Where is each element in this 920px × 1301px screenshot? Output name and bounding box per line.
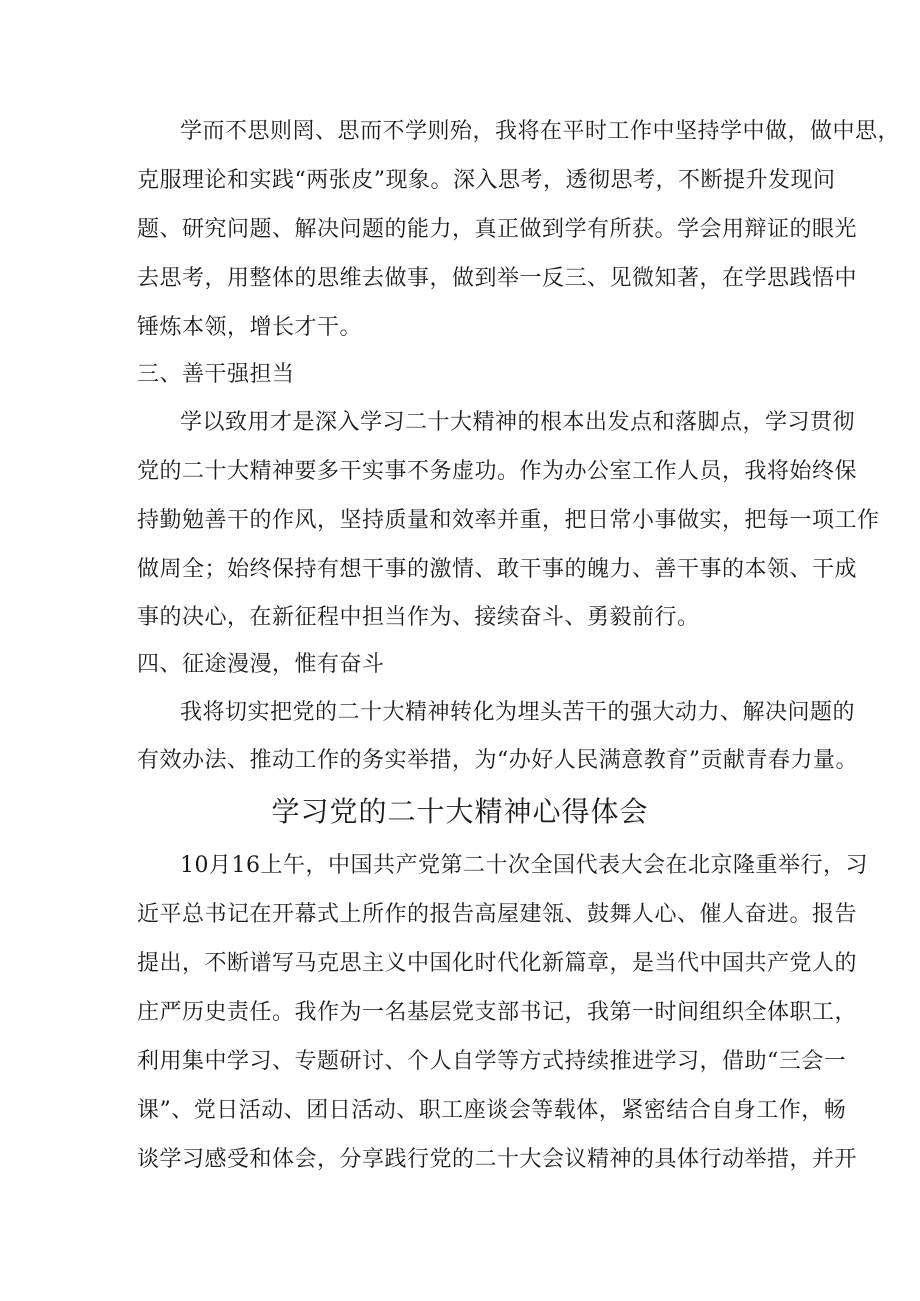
text-line: 学以致用才是深入学习二十大精神的根本出发点和落脚点，学习贯彻 (180, 410, 856, 435)
text-line: 学而不思则罔、思而不学则殆，我将在平时工作中坚持学中做，做中思， (180, 119, 901, 144)
text-line: 做周全；始终保持有想干事的激情、敢干事的魄力、善干事的本领、干成 (137, 557, 858, 582)
text-line: 谈学习感受和体会，分享践行党的二十大会议精神的具体行动举措，并开 (137, 1147, 858, 1172)
text-line: 事的决心，在新征程中担当作为、接续奋斗、勇毅前行。 (137, 605, 700, 630)
document-title: 学习党的二十大精神心得体会 (271, 795, 649, 828)
text-line: 我将切实把党的二十大精神转化为埋头苦干的强大动力、解决问题的 (180, 700, 856, 725)
text-line: 去思考，用整体的思维去做事，做到举一反三、见微知著，在学思践悟中 (137, 266, 858, 291)
text-line: 有效办法、推动工作的务实举措，为“办好人民满意教育”贡献青春力量。 (137, 748, 858, 773)
section-heading-3: 三、善干强担当 (137, 362, 295, 387)
section-heading-4: 四、征途漫漫，惟有奋斗 (137, 652, 385, 677)
text-line: 10月16上午，中国共产党第二十次全国代表大会在北京隆重举行，习 (180, 853, 868, 878)
text-line: 党的二十大精神要多干实事不务虚功。作为办公室工作人员，我将始终保 (137, 459, 858, 484)
text-line: 利用集中学习、专题研讨、个人自学等方式持续推进学习，借助“三会一 (137, 1049, 847, 1074)
text-line: 克服理论和实践“两张皮”现象。深入思考，透彻思考，不断提升发现问 (137, 168, 836, 193)
text-line: 庄严历史责任。我作为一名基层党支部书记，我第一时间组织全体职工， (137, 1000, 858, 1025)
text-line: 近平总书记在开幕式上所作的报告高屋建瓴、鼓舞人心、催人奋进。报告 (137, 902, 858, 927)
text-line: 提出，不断谱写马克思主义中国化时代化新篇章，是当代中国共产党人的 (137, 951, 858, 976)
text-line: 题、研究问题、解决问题的能力，真正做到学有所获。学会用辩证的眼光 (137, 217, 858, 242)
text-line: 持勤勉善干的作风，坚持质量和效率并重，把日常小事做实，把每一项工作 (137, 508, 880, 533)
text-line: 锤炼本领，增长才干。 (137, 315, 363, 340)
text-line: 课”、党日活动、团日活动、职工座谈会等载体，紧密结合自身工作，畅 (137, 1098, 847, 1123)
